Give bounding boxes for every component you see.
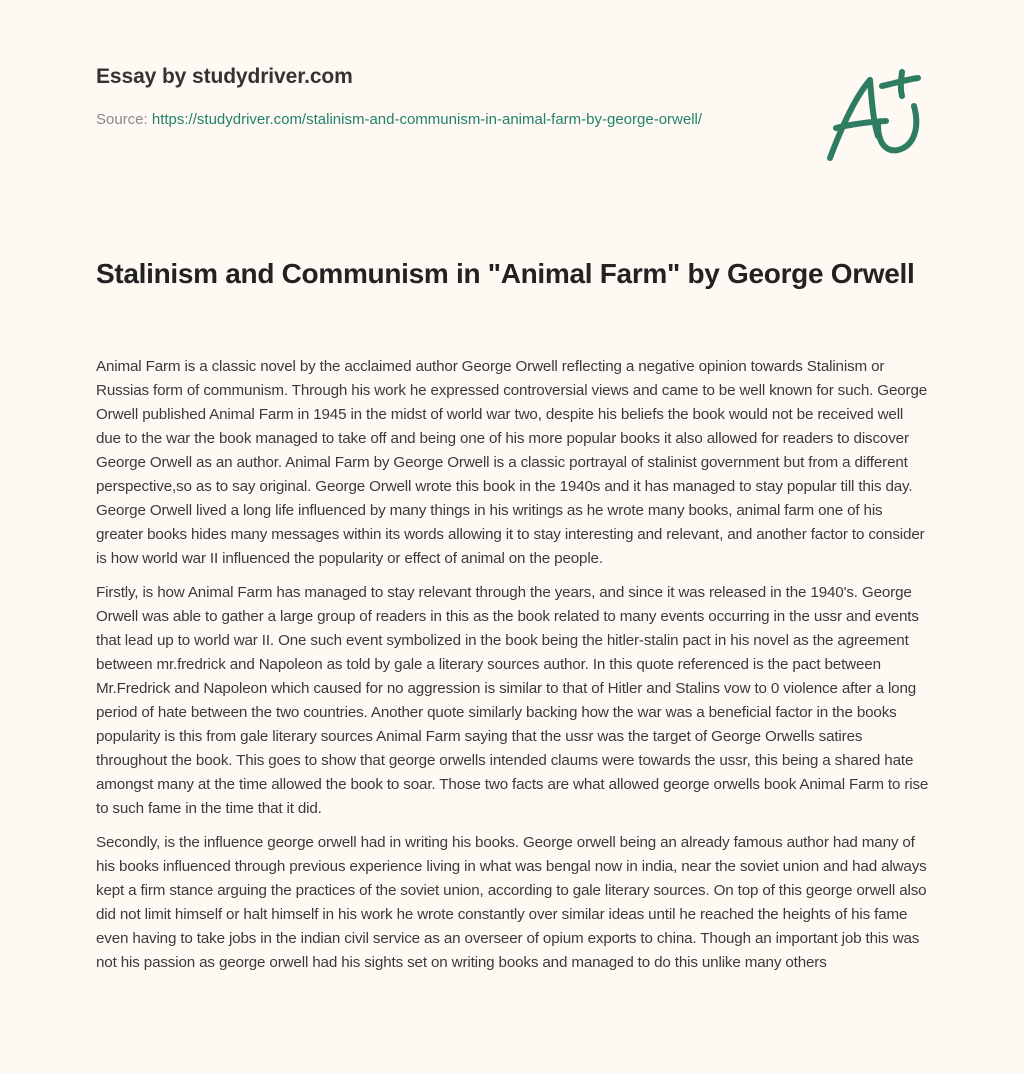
source-label: Source: bbox=[96, 111, 148, 128]
a-plus-grade-icon bbox=[822, 66, 932, 166]
paragraph: Firstly, is how Animal Farm has managed to stay relevant through the years, and since it was released in the 1940's. George Orwell was able to gather a large group of readers in this as the book related to many events occurring in the ussr and events that lead up to world war II. One such event symbolized in the book being the hitler-stalin pact in his novel as the agreement between mr.fredrick and Napoleon as told by gale a literary sources author. In this quote referenced is the pact between Mr.Fredrick and Napoleon which caused for no aggression is similar to that of Hitler and Stalins vow to 0 violence after a long period of hate between the two countries. Another quote similarly backing how the war was a beneficial factor in the books popularity is this from gale literary sources Animal Farm saying that the ussr was the target of George Orwells satires throughout the book. This goes to show that george orwells intended claums were towards the ussr, this being a shared hate amongst many at the time allowed the book to soar. Those two facts are what allowed george orwells book Animal Farm to rise to such fame in the time that it did. bbox=[96, 584, 929, 817]
paragraph: Secondly, is the influence george orwell had in writing his books. George orwell being an already famous author had many of his books influenced through previous experience living in what was bengal now in india, near the soviet union and had always kept a firm stance arguing the practices of the soviet union, according to gale literary sources. On top of this george orwell also did not limit himself or halt himself in his work he wrote constantly over similar ideas until he reached the heights of his fame even having to take jobs in the indian civil service as an overseer of opium exports to china. Though an important job this was not his passion as george orwell had his sights set on writing books and managed to do this unlike many others bbox=[96, 834, 927, 971]
document-title: Stalinism and Communism in "Animal Farm" by George Orwell bbox=[96, 258, 915, 289]
essay-body bbox=[96, 355, 932, 985]
essay-header bbox=[96, 62, 776, 132]
source-line bbox=[96, 108, 736, 132]
brand-title: Essay by studydriver.com bbox=[96, 65, 353, 88]
paragraph: Animal Farm is a classic novel by the acclaimed author George Orwell reflecting a negative opinion towards Stalinism or Russias form of communism. Through his work he expressed controversial views and came to be well known for such. George Orwell published Animal Farm in 1945 in the midst of world war two, despite his beliefs the book would not be received well due to the war the book managed to take off and being one of his more popular books it also allowed for readers to discover George Orwell as an author. Animal Farm by George Orwell is a classic portrayal of stalinist government but from a different perspective,so as to say original. George Orwell wrote this book in the 1940s and it has managed to stay popular till this day. George Orwell lived a long life influenced by many things in his writings as he wrote many books, animal farm one of his greater books hides many messages within its words allowing it to stay interesting and relevant, and another factor to consider is how world war II influenced the popularity or effect of animal on the people. bbox=[96, 358, 928, 567]
source-link[interactable]: https://studydriver.com/stalinism-and-communism-in-animal-farm-by-george-orwell/ bbox=[151, 111, 703, 128]
